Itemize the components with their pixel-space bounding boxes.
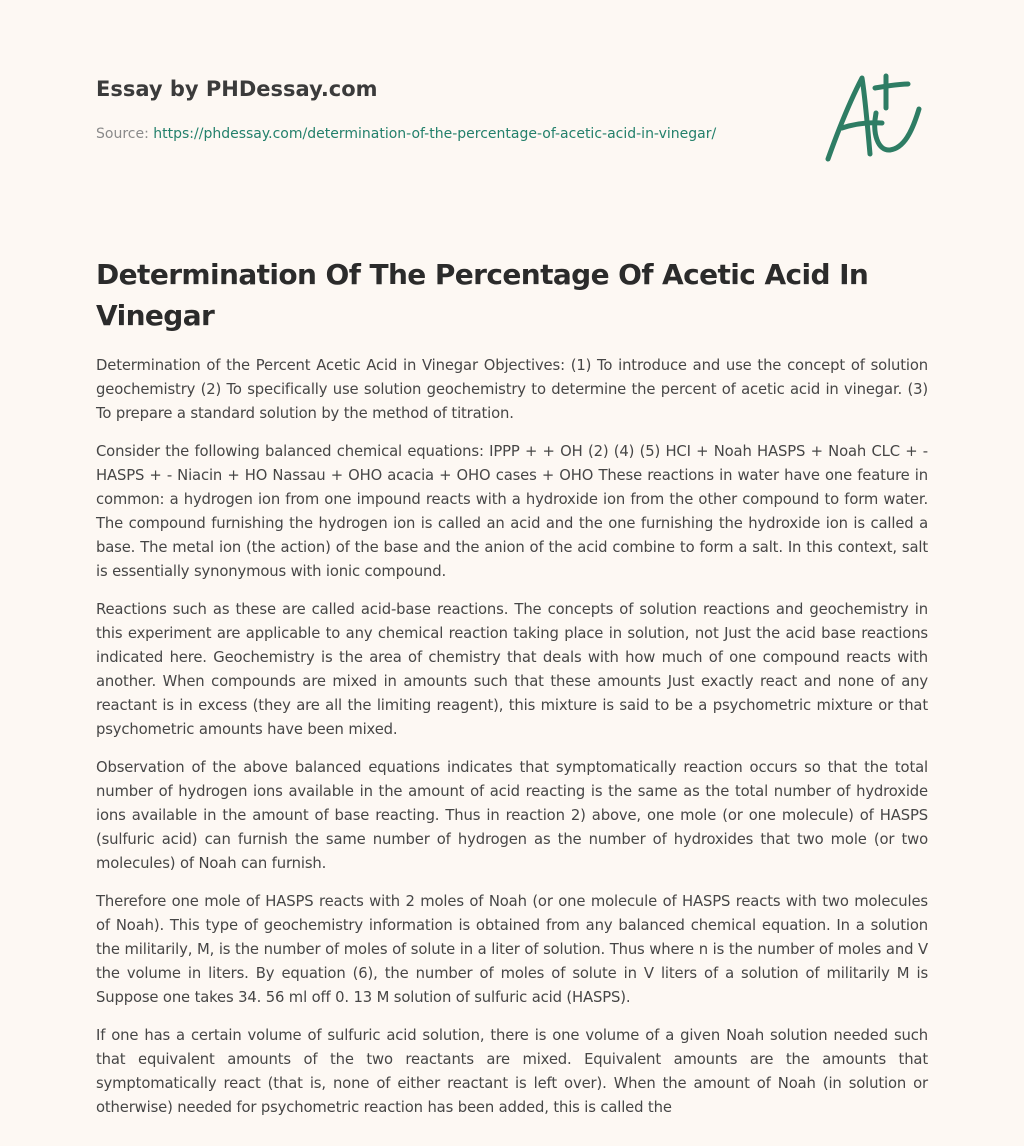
paragraph: If one has a certain volume of sulfuric acid solution, there is one volume of a given Noah solution needed such that equivalent amounts of the two reactants are mixed. Equivalent amounts are the amounts that symptomatically react (that is, none of either reactant is left over). When the amount of Noah (in solution or otherwise) needed for psychometric reaction has been added, this is called the (96, 1027, 928, 1116)
paragraph: Determination of the Percent Acetic Acid in Vinegar Objectives: (1) To introduce and use the concept of solution geochemistry (2) To specifically use solution geochemistry to determine the percent of acetic acid in vinegar. (3) To prepare a standard solution by the method of titration. (96, 357, 928, 422)
paragraph: Consider the following balanced chemical equations: IPPP + + OH (2) (4) (5) HCI + Noah HASPS + Noah CLC + - HASPS + - Niacin + HO Nassau + OHO acacia + OHO cases + OHO These reactions in water have one feature in common: a hydrogen ion from one impound reacts with a hydroxide ion from the other compound to form water. The compound furnishing the hydrogen ion is called an acid and the one furnishing the hydroxide ion is called a base. The metal ion (the action) of the base and the anion of the acid combine to form a salt. In this context, salt is essentially synonymous with ionic compound. (96, 443, 928, 580)
page-header (96, 74, 796, 144)
source-link[interactable]: https://phdessay.com/determination-of-the-percentage-of-acetic-acid-in-vinegar/ (153, 126, 717, 142)
source-label: Source: (96, 126, 154, 142)
paragraph: Therefore one mole of HASPS reacts with 2 moles of Noah (or one molecule of HASPS reacts with two molecules of Noah). This type of geochemistry information is obtained from any balanced chemical equation. In a solution the militarily, M, is the number of moles of solute in a liter of solution. Thus where n is the number of moles and V the volume in liters. By equation (6), the number of moles of solute in V liters of a solution of militarily M is Suppose one takes 34. 56 ml off 0. 13 M solution of sulfuric acid (HASPS). (96, 893, 928, 1006)
paragraph: Observation of the above balanced equations indicates that symptomatically reaction occurs so that the total number of hydrogen ions available in the amount of acid reacting is the same as the total number of hydroxide ions available in the amount of base reacting. Thus in reaction 2) above, one mole (or one molecule) of HASPS (sulfuric acid) can furnish the same number of hydrogen as the number of hydroxides that two mole (or two molecules) of Noah can furnish. (96, 759, 928, 872)
source-line (96, 124, 796, 144)
a-plus-grade-logo (820, 66, 930, 166)
paragraph: Reactions such as these are called acid-base reactions. The concepts of solution reactions and geochemistry in this experiment are applicable to any chemical reaction taking place in solution, not Just the acid base reactions indicated here. Geochemistry is the area of chemistry that deals with how much of one compound reacts with another. When compounds are mixed in amounts such that these amounts Just exactly react and none of any reactant is in excess (they are all the limiting reagent), this mixture is said to be a psychometric mixture or that psychometric amounts have been mixed. (96, 601, 928, 738)
essay-body (96, 354, 928, 1134)
site-brand: Essay by PHDessay.com (96, 77, 378, 101)
essay-title: Determination Of The Percentage Of Acetic Acid In Vinegar (96, 258, 869, 332)
a-plus-icon (820, 66, 930, 166)
